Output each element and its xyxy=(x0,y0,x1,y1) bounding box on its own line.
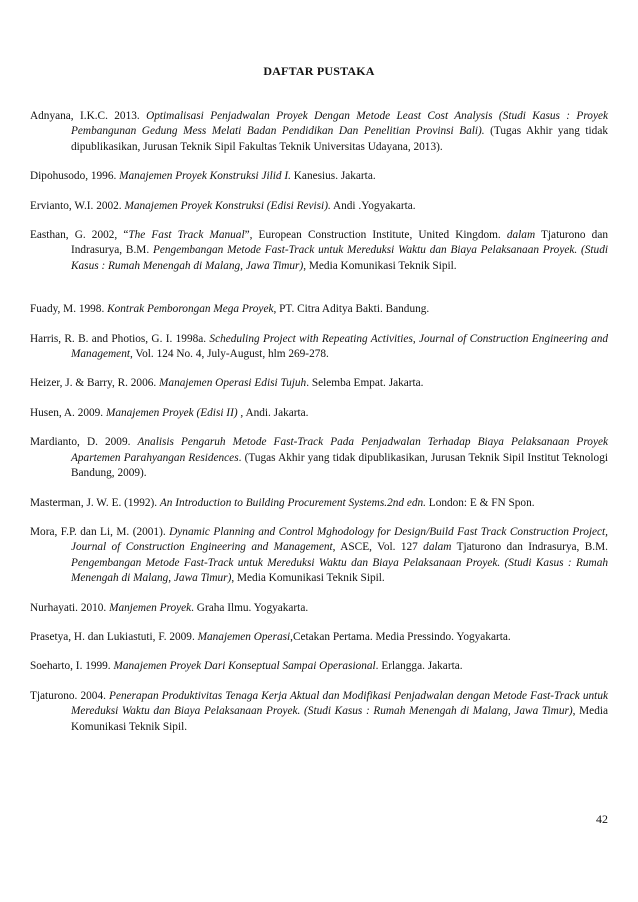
reference-entry xyxy=(30,228,608,274)
ref-text: . (Tugas Akhir yang tidak dipublikasikan, Jurusan Teknik Sipil Institut Teknologi Bandung, 2009). xyxy=(71,451,608,480)
reference-entry xyxy=(30,659,608,674)
ref-title: Optimalisasi Penjadwalan Proyek Dengan Metode Least Cost Analysis (Studi Kasus : Proyek Pembangunan Gedung Mess Melati Badan Pendidikan Dan Penelitian Provinsi Bali). xyxy=(71,110,608,138)
ref-title: The Fast Track Manual xyxy=(128,229,245,242)
ref-text: London: E & FN Spon. xyxy=(425,496,535,509)
ref-text: , ASCE, Vol. 127 xyxy=(332,541,424,554)
ref-title: Manajemen Proyek Konstruksi Jilid I. xyxy=(119,170,291,183)
ref-title: Manajemen Proyek Konstruksi (Edisi Revisi). xyxy=(124,199,331,212)
ref-title: Manajemen Proyek Dari Konseptual Sampai Operasional xyxy=(113,660,376,673)
ref-text: Soeharto, I. 1999. xyxy=(30,660,114,673)
ref-title: Manajemen Proyek (Edisi II) xyxy=(105,406,238,419)
ref-text: Ervianto, W.I. 2002. xyxy=(30,199,125,212)
reference-entry xyxy=(30,169,608,184)
ref-text: Husen, A. 2009. xyxy=(30,406,106,419)
ref-title: Manajemen Operasi Edisi Tujuh xyxy=(159,377,307,390)
ref-text: . Erlangga. Jakarta. xyxy=(375,660,463,673)
ref-text: Tjaturono dan Indrasurya, B.M. xyxy=(451,541,608,554)
ref-title: An Introduction to Building Procurement Systems.2nd edn. xyxy=(159,496,426,509)
ref-text: (Tugas Akhir yang tidak dipublikasikan, Jurusan Teknik Sipil Fakultas Teknik Universitas Udayana, 2013). xyxy=(71,125,608,153)
ref-title: Pengembangan Metode Fast-Track untuk Mereduksi Waktu dan Biaya Pelaksanaan Proyek. (Studi Kasus : Rumah Menengah di Malang, Jawa Timur) xyxy=(71,244,608,272)
ref-connector: dalam xyxy=(506,229,536,242)
ref-text: , Media Komunikasi Teknik Sipil. xyxy=(303,259,457,272)
ref-text: Masterman, J. W. E. (1992). xyxy=(30,496,160,509)
ref-text: ”, European Construction Institute, United Kingdom. xyxy=(244,229,507,242)
ref-text: . Graha Ilmu. Yogyakarta. xyxy=(191,601,309,614)
ref-text: , Andi. Jakarta. xyxy=(237,406,309,419)
page-title: DAFTAR PUSTAKA xyxy=(263,64,375,78)
ref-text: Fuady, M. 1998. xyxy=(30,303,108,316)
ref-title: Manjemen Proyek xyxy=(109,601,192,614)
reference-entry xyxy=(30,302,608,317)
ref-text: Mora, F.P. dan Li, M. (2001). xyxy=(30,525,170,538)
ref-text: Easthan, G. 2002, “ xyxy=(30,229,129,242)
ref-title: Pengembangan Metode Fast-Track untuk Mereduksi Waktu dan Biaya Pelaksanaan Proyek. (Studi Kasus : Rumah Menengah di Malang, Jawa Timur) xyxy=(71,556,608,585)
ref-text: ,Cetakan Pertama. Media Pressindo. Yogyakarta. xyxy=(290,630,511,643)
reference-entry xyxy=(30,496,608,511)
reference-entry xyxy=(30,406,608,421)
ref-title: Kontrak Pemborongan Mega Proyek xyxy=(107,303,274,316)
ref-text: . Selemba Empat. Jakarta. xyxy=(306,377,424,390)
reference-entry xyxy=(30,689,608,735)
ref-text: Nurhayati. 2010. xyxy=(30,601,110,614)
ref-text: , Media Komunikasi Teknik Sipil. xyxy=(231,572,385,585)
ref-text: , Media Komunikasi Teknik Sipil. xyxy=(71,705,608,733)
reference-entry xyxy=(30,525,608,587)
reference-entry xyxy=(30,601,608,616)
reference-list xyxy=(30,109,608,749)
reference-entry xyxy=(30,109,608,155)
ref-text: Prasetya, H. dan Lukiastuti, F. 2009. xyxy=(30,630,198,643)
ref-title: Dynamic Planning and Control Mghodology for Design/Build Fast Track Construction Project, Journal of Construction Engineering and Management xyxy=(71,525,609,554)
ref-text: Heizer, J. & Barry, R. 2006. xyxy=(30,377,160,390)
ref-text: Tjaturono. 2004. xyxy=(30,689,110,702)
ref-title: Scheduling Project with Repeating Activities, Journal of Construction Engineering and Management xyxy=(71,332,609,361)
ref-text: Harris, R. B. and Photios, G. I. 1998a. xyxy=(30,332,210,345)
ref-title: Penerapan Produktivitas Tenaga Kerja Aktual dan Modifikasi Penjadwalan dengan Metode Fast-Track untuk Mereduksi Waktu dan Biaya Pelaksanaan Proyek. (Studi Kasus : Rumah Menengah di Malang, Jawa Timur) xyxy=(71,689,608,718)
ref-text: , Vol. 124 No. 4, July-August, hlm 269-278. xyxy=(129,348,329,361)
ref-text: Mardianto, D. 2009. xyxy=(30,436,138,449)
reference-entry xyxy=(30,199,608,214)
ref-text: Kanesius. Jakarta. xyxy=(290,170,376,183)
ref-text: , PT. Citra Aditya Bakti. Bandung. xyxy=(273,303,430,316)
ref-text: Andi .Yogyakarta. xyxy=(330,199,416,212)
ref-title: Analisis Pengaruh Metode Fast-Track Pada Penjadwalan Terhadap Biaya Pelaksanaan Proyek Apartemen Parahyangan Residences xyxy=(71,436,608,464)
ref-text: Tjaturono dan Indrasurya, B.M. xyxy=(71,229,608,257)
reference-entry xyxy=(30,630,608,645)
reference-entry xyxy=(30,435,608,481)
ref-title: Manajemen Operasi xyxy=(197,630,291,643)
reference-entry xyxy=(30,376,608,391)
page-number: 42 xyxy=(596,812,608,826)
ref-text: Adnyana, I.K.C. 2013. xyxy=(30,110,147,122)
reference-entry xyxy=(30,332,608,363)
ref-text: Dipohusodo, 1996. xyxy=(30,170,120,183)
ref-connector: dalam xyxy=(423,541,452,554)
